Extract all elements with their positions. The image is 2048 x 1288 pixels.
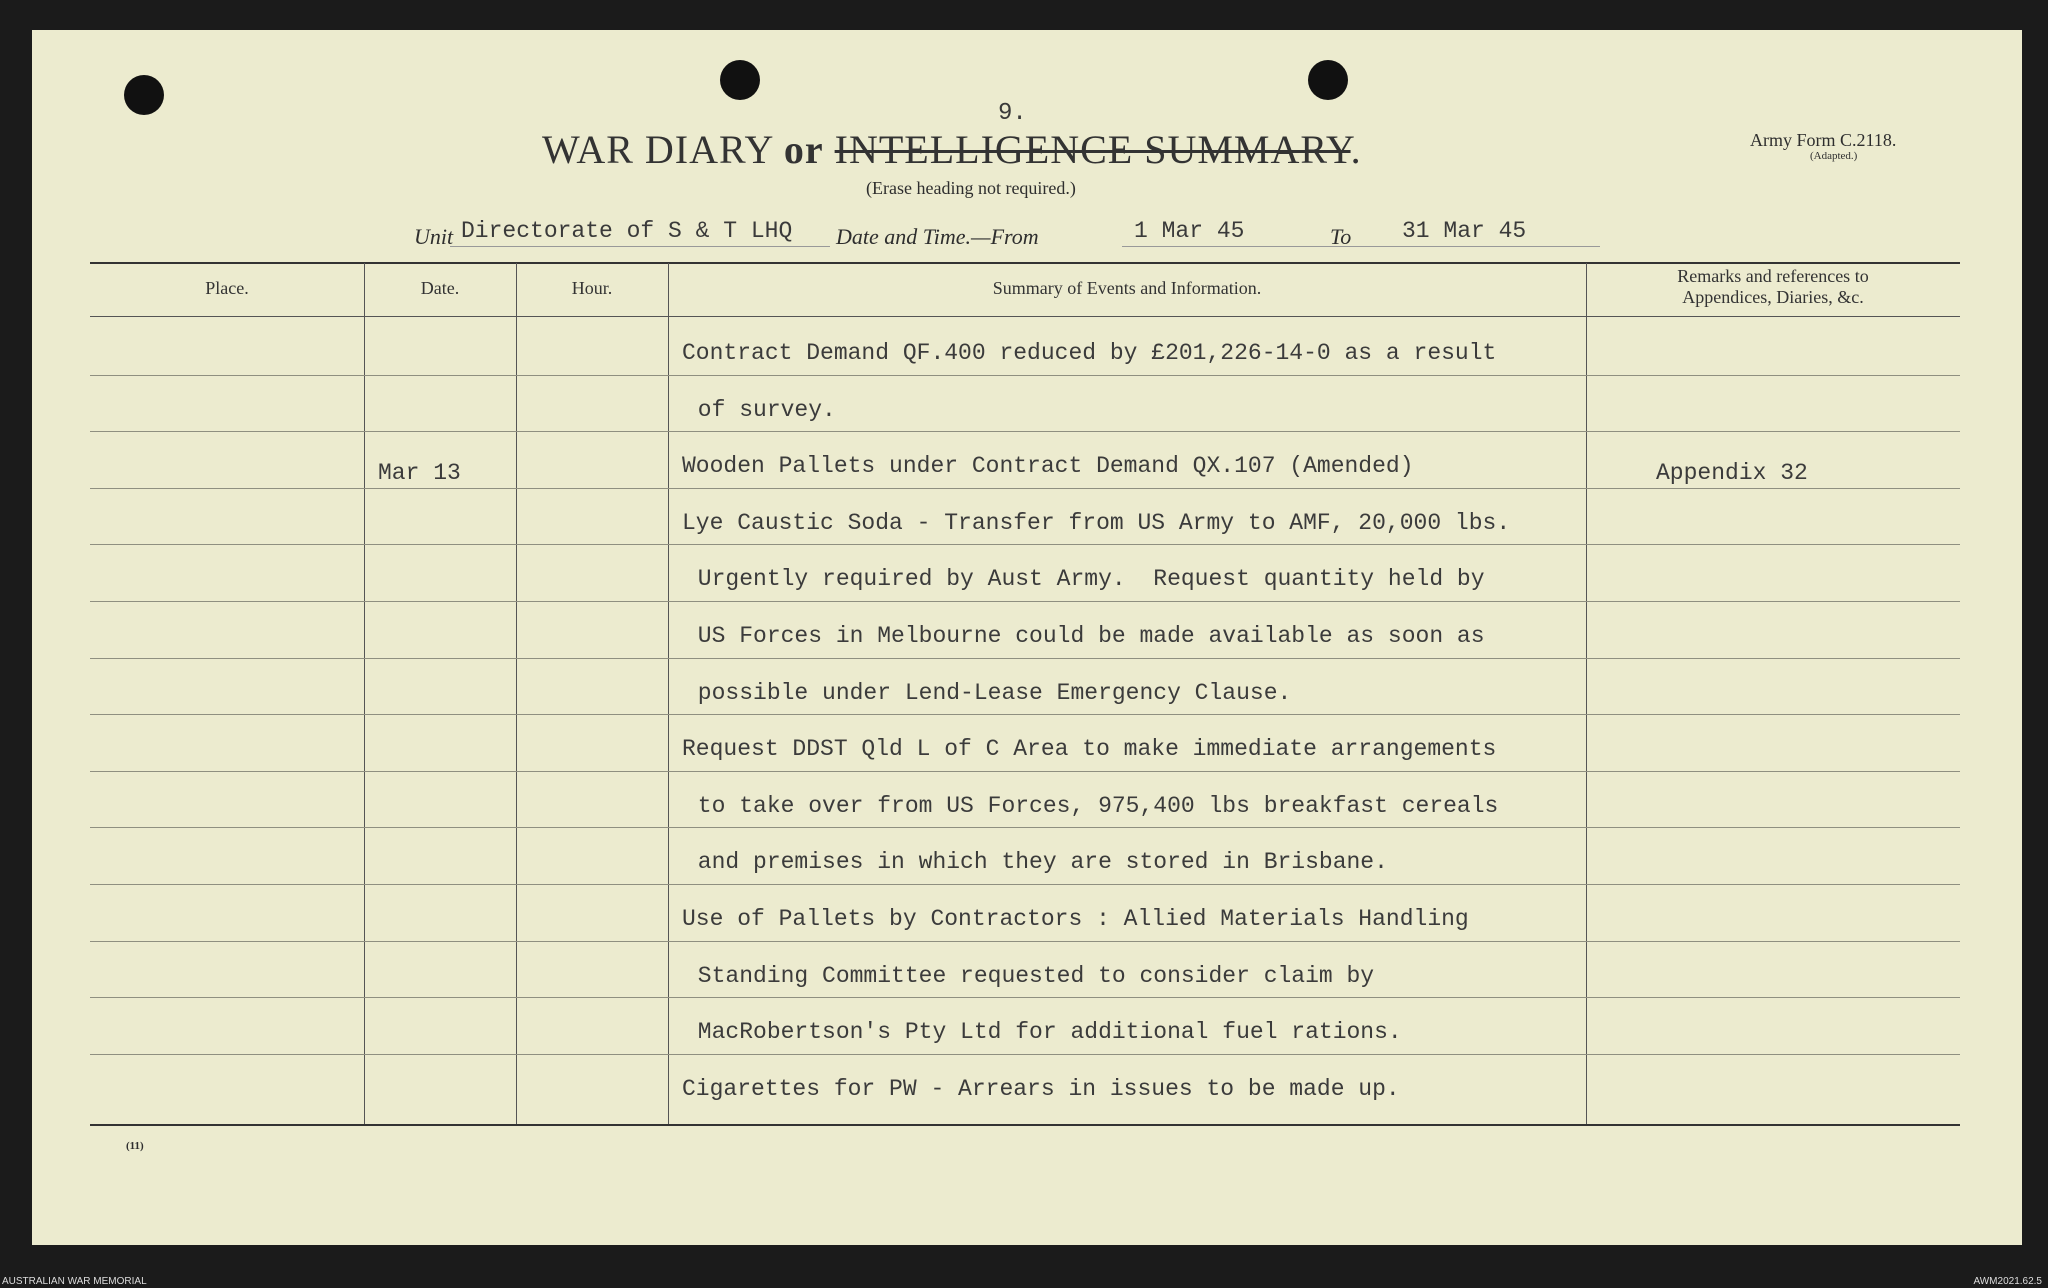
row-rule <box>90 997 1960 998</box>
unit-label: Unit <box>414 224 454 249</box>
row-rule <box>90 771 1960 772</box>
footer-reference: AWM2021.62.5 <box>1973 1276 2042 1287</box>
column-divider <box>364 263 365 1124</box>
unit-underline <box>450 246 830 247</box>
to-date: 31 Mar 45 <box>1402 218 1527 244</box>
column-divider <box>516 263 517 1124</box>
summary-line: to take over from US Forces, 975,400 lbs breakfast cereals <box>684 792 1499 819</box>
row-rule <box>90 714 1960 715</box>
table-bottom-rule <box>90 1124 1960 1126</box>
page-number: 9. <box>998 100 1027 127</box>
row-rule <box>90 658 1960 659</box>
to-label: To <box>1330 224 1352 249</box>
col-header-date: Date. <box>420 278 460 298</box>
date-time-label: Date and Time.—From <box>836 224 1039 249</box>
diary-title <box>542 126 1362 173</box>
col-header-summary: Summary of Events and Information. <box>992 278 1262 298</box>
title-struck: INTELLIGENCE SUMMARY <box>834 127 1351 172</box>
row-rule <box>90 488 1960 489</box>
row-rule <box>90 601 1960 602</box>
row-rule <box>90 884 1960 885</box>
form-code: (11) <box>126 1140 144 1152</box>
date-underline <box>1122 246 1600 247</box>
remarks-header-line1: Remarks and references to <box>1677 266 1869 286</box>
summary-line: Wooden Pallets under Contract Demand QX.107 (Amended) <box>682 453 1414 480</box>
summary-line: of survey. <box>684 396 836 423</box>
row-rule <box>90 941 1960 942</box>
punch-hole <box>124 75 164 115</box>
summary-line: MacRobertson's Pty Ltd for additional fuel rations. <box>684 1019 1402 1046</box>
row-rule <box>90 375 1960 376</box>
punch-hole <box>1308 60 1348 100</box>
summary-line: Standing Committee requested to consider claim by <box>684 962 1375 989</box>
row-rule <box>90 544 1960 545</box>
diary-page <box>32 30 2022 1245</box>
remark-entry: Appendix 32 <box>1656 460 1808 486</box>
from-date: 1 Mar 45 <box>1134 218 1245 244</box>
summary-line: Urgently required by Aust Army. Request quantity held by <box>684 566 1485 593</box>
col-header-place: Place. <box>205 278 249 298</box>
form-label: Army Form C.2118. <box>1750 130 1897 150</box>
column-divider <box>668 263 669 1124</box>
form-sub: (Adapted.) <box>1810 150 1858 162</box>
row-rule <box>90 1054 1960 1055</box>
title-subtitle: (Erase heading not required.) <box>866 178 1076 198</box>
summary-line: Cigarettes for PW - Arrears in issues to be made up. <box>682 1075 1400 1102</box>
unit-value: Directorate of S & T LHQ <box>461 218 793 244</box>
summary-line: Request DDST Qld L of C Area to make immediate arrangements <box>682 736 1497 763</box>
summary-line: possible under Lend-Lease Emergency Clause. <box>684 679 1292 706</box>
col-header-hour: Hour. <box>571 278 613 298</box>
title-or: or <box>783 127 824 172</box>
summary-line: Use of Pallets by Contractors : Allied Materials Handling <box>682 906 1469 932</box>
remarks-header-line2: Appendices, Diaries, &c. <box>1682 287 1864 307</box>
title-period: . <box>1350 127 1362 172</box>
footer-source: AUSTRALIAN WAR MEMORIAL <box>2 1276 147 1287</box>
header-rule <box>90 316 1960 317</box>
summary-line: Contract Demand QF.400 reduced by £201,226-14-0 as a result <box>682 340 1497 366</box>
col-header-remarks <box>1586 266 1960 308</box>
table-top-rule <box>90 262 1960 264</box>
summary-line: and premises in which they are stored in Brisbane. <box>684 849 1388 876</box>
title-main: WAR DIARY <box>542 127 773 172</box>
row-rule <box>90 827 1960 828</box>
punch-hole <box>720 60 760 100</box>
row-rule <box>90 431 1960 432</box>
column-divider <box>1586 263 1587 1124</box>
summary-line: US Forces in Melbourne could be made available as soon as <box>684 623 1485 649</box>
date-entry: Mar 13 <box>378 460 461 486</box>
summary-line: Lye Caustic Soda - Transfer from US Army to AMF, 20,000 lbs. <box>682 509 1511 536</box>
